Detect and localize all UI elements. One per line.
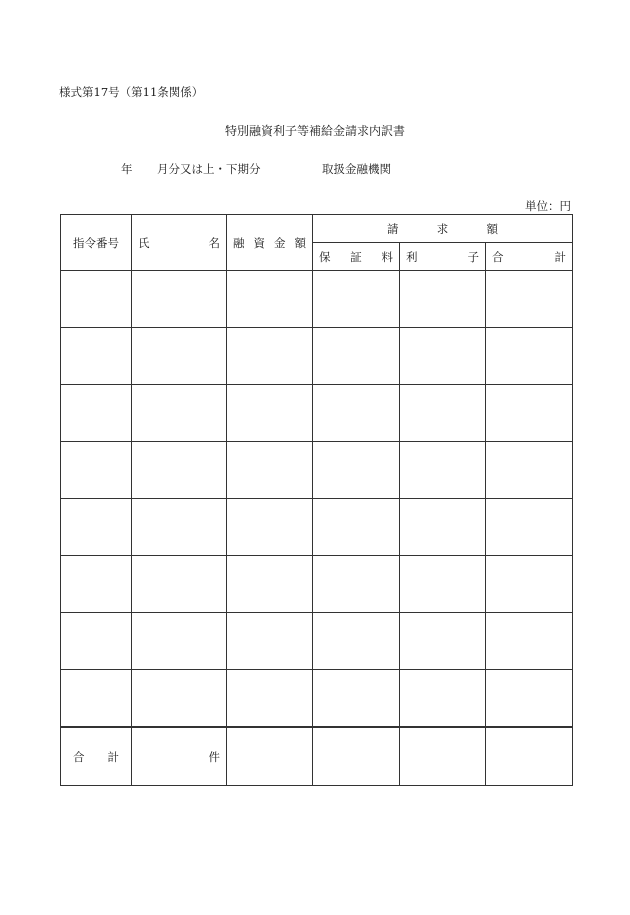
header-row-1 (61, 215, 573, 243)
form-number: 様式第17号（第11条関係） (59, 85, 204, 99)
guarantee-fee-cell[interactable] (313, 556, 400, 613)
period-month-label: 月分又は上・下期分 (157, 162, 261, 176)
total-row (61, 727, 573, 786)
total-guarantee-fee-cell[interactable] (313, 727, 400, 786)
total-loan-amount-cell[interactable] (227, 727, 313, 786)
header-claim-amount: 請 求 額 (313, 215, 573, 243)
loan-amount-cell[interactable] (227, 271, 313, 328)
unit-label: 単位：円 (525, 199, 571, 213)
header-name: 氏 名 (132, 215, 227, 271)
loan-amount-cell[interactable] (227, 499, 313, 556)
loan-amount-cell[interactable] (227, 613, 313, 670)
loan-amount-cell[interactable] (227, 385, 313, 442)
subtotal-cell[interactable] (486, 385, 573, 442)
order-number-cell[interactable] (61, 271, 132, 328)
guarantee-fee-cell[interactable] (313, 499, 400, 556)
order-number-cell[interactable] (61, 613, 132, 670)
subtotal-cell[interactable] (486, 499, 573, 556)
total-subtotal-cell[interactable] (486, 727, 573, 786)
guarantee-fee-cell[interactable] (313, 271, 400, 328)
name-cell[interactable] (132, 328, 227, 385)
order-number-cell[interactable] (61, 328, 132, 385)
total-interest-cell[interactable] (400, 727, 486, 786)
table-row (61, 328, 573, 385)
table-row (61, 385, 573, 442)
guarantee-fee-cell[interactable] (313, 328, 400, 385)
document-title: 特別融資利子等補給金請求内訳書 (224, 124, 405, 138)
subtotal-cell[interactable] (486, 271, 573, 328)
loan-amount-cell[interactable] (227, 328, 313, 385)
interest-cell[interactable] (400, 442, 486, 499)
loan-amount-cell[interactable] (227, 442, 313, 499)
order-number-cell[interactable] (61, 499, 132, 556)
period-year-label: 年 (121, 162, 133, 176)
subtotal-cell[interactable] (486, 670, 573, 728)
claim-breakdown-table (60, 214, 573, 786)
interest-cell[interactable] (400, 670, 486, 728)
table-row (61, 499, 573, 556)
total-label-cell: 合 計 (61, 727, 132, 786)
institution-label: 取扱金融機関 (322, 162, 391, 176)
name-cell[interactable] (132, 385, 227, 442)
header-order-number: 指令番号 (61, 215, 132, 271)
guarantee-fee-cell[interactable] (313, 670, 400, 728)
interest-cell[interactable] (400, 271, 486, 328)
subtotal-cell[interactable] (486, 556, 573, 613)
table-row (61, 613, 573, 670)
interest-cell[interactable] (400, 328, 486, 385)
name-cell[interactable] (132, 613, 227, 670)
header-subtotal: 合 計 (486, 243, 573, 271)
guarantee-fee-cell[interactable] (313, 385, 400, 442)
loan-amount-cell[interactable] (227, 670, 313, 728)
interest-cell[interactable] (400, 499, 486, 556)
loan-amount-cell[interactable] (227, 556, 313, 613)
name-cell[interactable] (132, 670, 227, 728)
guarantee-fee-cell[interactable] (313, 613, 400, 670)
subtotal-cell[interactable] (486, 442, 573, 499)
header-guarantee-fee: 保 証 料 (313, 243, 400, 271)
header-interest: 利 子 (400, 243, 486, 271)
subtotal-cell[interactable] (486, 613, 573, 670)
name-cell[interactable] (132, 271, 227, 328)
order-number-cell[interactable] (61, 385, 132, 442)
name-cell[interactable] (132, 442, 227, 499)
subtotal-cell[interactable] (486, 328, 573, 385)
interest-cell[interactable] (400, 556, 486, 613)
name-cell[interactable] (132, 556, 227, 613)
order-number-cell[interactable] (61, 442, 132, 499)
total-count-cell[interactable]: 件 (132, 727, 227, 786)
order-number-cell[interactable] (61, 670, 132, 728)
table-row (61, 556, 573, 613)
guarantee-fee-cell[interactable] (313, 442, 400, 499)
header-loan-amount: 融 資 金 額 (227, 215, 313, 271)
name-cell[interactable] (132, 499, 227, 556)
order-number-cell[interactable] (61, 556, 132, 613)
table-row (61, 670, 573, 728)
interest-cell[interactable] (400, 613, 486, 670)
table-body (61, 271, 573, 728)
interest-cell[interactable] (400, 385, 486, 442)
table-row (61, 442, 573, 499)
table-row (61, 271, 573, 328)
